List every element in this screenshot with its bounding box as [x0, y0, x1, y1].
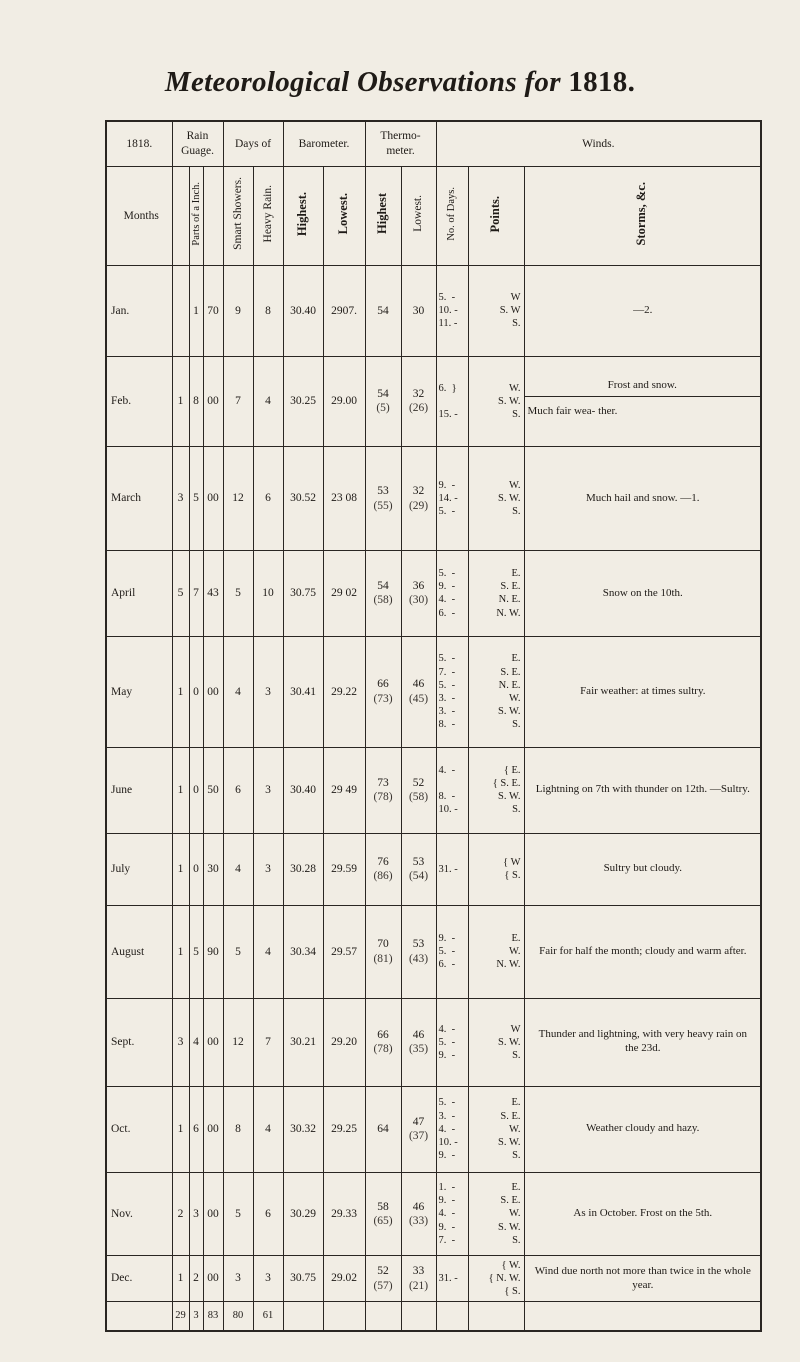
wind-points-cell: { W. { N. W. { S. — [468, 1256, 524, 1302]
rain-whole-cell: 3 — [172, 447, 189, 551]
month-cell: Sept. — [106, 998, 172, 1086]
header-days-of: Days of — [223, 121, 283, 166]
storms-note: As in October. Frost on the 5th. — [573, 1207, 713, 1220]
rain-tenths-cell: 4 — [189, 998, 203, 1086]
thermo-highest-cell — [365, 266, 401, 356]
table-row — [106, 1256, 761, 1302]
total-smart-showers: 80 — [223, 1302, 253, 1332]
thermo-lowest-value: 33 — [412, 1265, 425, 1278]
baro-highest-cell: 30.75 — [283, 1256, 323, 1302]
rain-tenths-cell: 3 — [189, 1172, 203, 1256]
baro-highest-cell: 30.28 — [283, 833, 323, 905]
thermo-lowest-sub: (37) — [408, 1130, 429, 1143]
heavy-rain-cell: 4 — [253, 1086, 283, 1172]
rain-tenths-cell: 2 — [189, 1256, 203, 1302]
header-thermometer: Thermo- meter. — [365, 121, 436, 166]
baro-highest-cell: 30.75 — [283, 551, 323, 637]
thermo-highest-sub: (58) — [373, 594, 393, 607]
thermo-lowest-value: 52 — [412, 776, 425, 789]
header-wind-days-label: No. of Days. — [446, 186, 458, 241]
storms-cell — [524, 266, 761, 356]
rain-whole-cell: 1 — [172, 833, 189, 905]
rain-parts-cell: 50 — [203, 747, 223, 833]
thermo-lowest-sub: (21) — [408, 1279, 429, 1292]
header-rain-col1 — [172, 166, 189, 265]
baro-highest-cell: 30.25 — [283, 356, 323, 446]
table-row — [106, 551, 761, 637]
totals-empty-cell — [524, 1302, 761, 1332]
rain-parts-cell: 00 — [203, 998, 223, 1086]
header-smart-showers-label: Smart Showers. — [231, 177, 244, 251]
thermo-highest-sub: (55) — [373, 499, 393, 512]
wind-points-cell: E. S. E. W. S. W. S. — [468, 1172, 524, 1256]
smart-showers-cell: 12 — [223, 447, 253, 551]
wind-days-cell: 9. - 5. - 6. - — [436, 905, 468, 998]
wind-days-cell: 5. - 7. - 5. - 3. - 3. - 8. - — [436, 636, 468, 747]
month-cell: Feb. — [106, 356, 172, 446]
thermo-highest-cell — [365, 747, 401, 833]
rain-whole-cell: 1 — [172, 636, 189, 747]
totals-empty-cell — [365, 1302, 401, 1332]
header-row-columns — [106, 166, 761, 265]
rain-parts-cell: 00 — [203, 1256, 223, 1302]
month-cell: July — [106, 833, 172, 905]
page-title-year: 1818. — [568, 66, 636, 98]
baro-lowest-cell: 29.33 — [323, 1172, 365, 1256]
rain-parts-cell: 00 — [203, 1086, 223, 1172]
totals-empty-cell — [401, 1302, 436, 1332]
thermo-lowest-value: 30 — [412, 304, 425, 317]
thermo-highest-cell — [365, 1172, 401, 1256]
observations-table — [105, 120, 762, 1332]
thermo-lowest-cell — [401, 905, 436, 998]
table-row — [106, 1086, 761, 1172]
wind-days-cell: 6. } 15. - — [436, 356, 468, 446]
baro-highest-cell: 30.32 — [283, 1086, 323, 1172]
table-row — [106, 833, 761, 905]
thermo-lowest-cell — [401, 1256, 436, 1302]
thermo-lowest-value: 32 — [412, 485, 425, 498]
thermo-lowest-value: 32 — [412, 387, 425, 400]
total-rain-whole: 29 — [172, 1302, 189, 1332]
baro-lowest-cell: 29.57 — [323, 905, 365, 998]
header-wind-points-label: Points. — [488, 195, 503, 232]
thermo-lowest-value: 53 — [412, 855, 425, 868]
baro-highest-cell: 30.40 — [283, 747, 323, 833]
thermo-lowest-value: 46 — [412, 1200, 425, 1213]
thermo-lowest-value: 47 — [412, 1115, 425, 1128]
rain-parts-cell: 90 — [203, 905, 223, 998]
header-months-label: Months — [123, 209, 159, 222]
heavy-rain-cell: 3 — [253, 636, 283, 747]
rain-parts-cell: 00 — [203, 1172, 223, 1256]
header-baro-highest-label: Highest. — [295, 191, 310, 236]
wind-points-cell: E. S. E. N. E. N. W. — [468, 551, 524, 637]
thermo-lowest-sub: (54) — [408, 870, 429, 883]
baro-lowest-cell: 29.00 — [323, 356, 365, 446]
wind-days-cell: 9. - 14. - 5. - — [436, 447, 468, 551]
table-row — [106, 1172, 761, 1256]
baro-lowest-cell: 29.20 — [323, 998, 365, 1086]
wind-points-cell: { W { S. — [468, 833, 524, 905]
total-rain-tenths: 3 — [189, 1302, 203, 1332]
header-rain-gauge: Rain Guage. — [172, 121, 223, 166]
baro-lowest-cell: 2907. — [323, 266, 365, 356]
month-cell: May — [106, 636, 172, 747]
thermo-lowest-sub: (33) — [408, 1215, 429, 1228]
thermo-highest-cell — [365, 636, 401, 747]
wind-points-cell: W S. W S. — [468, 266, 524, 356]
storms-cell — [524, 356, 761, 446]
heavy-rain-cell: 3 — [253, 1256, 283, 1302]
month-cell: Jan. — [106, 266, 172, 356]
thermo-highest-sub: (73) — [373, 692, 393, 705]
month-cell: April — [106, 551, 172, 637]
header-baro-highest — [283, 166, 323, 265]
rain-tenths-cell: 0 — [189, 747, 203, 833]
thermo-lowest-sub: (30) — [408, 594, 429, 607]
smart-showers-cell: 8 — [223, 1086, 253, 1172]
header-wind-days — [436, 166, 468, 265]
baro-lowest-cell: 29.59 — [323, 833, 365, 905]
header-heavy-rain — [253, 166, 283, 265]
wind-days-cell: 31. - — [436, 1256, 468, 1302]
header-wind-points — [468, 166, 524, 265]
thermo-highest-value: 58 — [377, 1200, 389, 1213]
thermo-lowest-value: 46 — [412, 1028, 425, 1041]
totals-empty-cell — [436, 1302, 468, 1332]
table-row — [106, 905, 761, 998]
smart-showers-cell: 5 — [223, 1172, 253, 1256]
heavy-rain-cell: 7 — [253, 998, 283, 1086]
smart-showers-cell: 9 — [223, 266, 253, 356]
month-cell: March — [106, 447, 172, 551]
rain-parts-cell: 70 — [203, 266, 223, 356]
page-title-text: Meteorological Observations for — [164, 66, 561, 98]
thermo-highest-value: 66 — [377, 1028, 389, 1041]
header-thermo-lowest-label: Lowest. — [412, 195, 425, 233]
rain-tenths-cell: 7 — [189, 551, 203, 637]
rain-whole-cell — [172, 266, 189, 356]
thermo-lowest-sub: (58) — [408, 791, 429, 804]
thermo-lowest-cell — [401, 747, 436, 833]
rain-whole-cell: 1 — [172, 1256, 189, 1302]
heavy-rain-cell: 6 — [253, 1172, 283, 1256]
thermo-highest-sub: (57) — [373, 1279, 393, 1292]
smart-showers-cell: 5 — [223, 905, 253, 998]
wind-days-cell: 5. - 10. - 11. - — [436, 266, 468, 356]
storms-note-bottom: Much fair wea- ther. — [527, 405, 618, 418]
totals-empty-cell — [283, 1302, 323, 1332]
baro-highest-cell: 30.52 — [283, 447, 323, 551]
thermo-highest-cell — [365, 905, 401, 998]
rain-tenths-cell: 0 — [189, 833, 203, 905]
thermo-highest-value: 52 — [377, 1265, 389, 1278]
totals-empty-cell — [468, 1302, 524, 1332]
rain-parts-cell: 00 — [203, 356, 223, 446]
rain-parts-cell: 43 — [203, 551, 223, 637]
baro-lowest-cell: 29 02 — [323, 551, 365, 637]
wind-points-cell: E. S. E. W. S. W. S. — [468, 1086, 524, 1172]
smart-showers-cell: 4 — [223, 636, 253, 747]
page-title — [0, 66, 800, 99]
thermo-lowest-value: 46 — [412, 678, 425, 691]
storms-cell — [524, 447, 761, 551]
table-row — [106, 356, 761, 446]
table-row — [106, 266, 761, 356]
thermo-lowest-cell — [401, 447, 436, 551]
rain-whole-cell: 1 — [172, 747, 189, 833]
header-storms — [524, 166, 761, 265]
header-barometer: Barometer. — [283, 121, 365, 166]
thermo-highest-sub: (5) — [376, 402, 390, 415]
thermo-lowest-sub: (45) — [408, 692, 429, 705]
storms-cell — [524, 905, 761, 998]
rain-whole-cell: 1 — [172, 356, 189, 446]
thermo-highest-value: 73 — [377, 776, 389, 789]
rain-whole-cell: 1 — [172, 905, 189, 998]
wind-points-cell: W S. W. S. — [468, 998, 524, 1086]
header-baro-lowest-label: Lowest. — [336, 193, 351, 235]
wind-points-cell: E. S. E. N. E. W. S. W. S. — [468, 636, 524, 747]
header-storms-label: Storms, &c. — [634, 181, 649, 246]
storms-cell — [524, 1172, 761, 1256]
baro-highest-cell: 30.34 — [283, 905, 323, 998]
storms-note: Sultry but cloudy. — [603, 862, 682, 875]
thermo-lowest-cell — [401, 833, 436, 905]
header-year: 1818. — [106, 121, 172, 166]
table-row — [106, 636, 761, 747]
thermo-highest-value: 54 — [377, 580, 389, 593]
wind-days-cell: 1. - 9. - 4. - 9. - 7. - — [436, 1172, 468, 1256]
rain-parts-cell: 30 — [203, 833, 223, 905]
rain-whole-cell: 3 — [172, 998, 189, 1086]
rain-tenths-cell: 8 — [189, 356, 203, 446]
heavy-rain-cell: 10 — [253, 551, 283, 637]
thermo-lowest-cell — [401, 636, 436, 747]
baro-highest-cell: 30.41 — [283, 636, 323, 747]
heavy-rain-cell: 3 — [253, 747, 283, 833]
month-cell: June — [106, 747, 172, 833]
rain-tenths-cell: 0 — [189, 636, 203, 747]
heavy-rain-cell: 6 — [253, 447, 283, 551]
thermo-highest-cell — [365, 1256, 401, 1302]
wind-days-cell: 5. - 9. - 4. - 6. - — [436, 551, 468, 637]
heavy-rain-cell: 4 — [253, 905, 283, 998]
storms-note: Weather cloudy and hazy. — [586, 1122, 700, 1135]
storms-note-top: Frost and snow. — [525, 376, 761, 398]
baro-lowest-cell: 29.25 — [323, 1086, 365, 1172]
rain-tenths-cell: 6 — [189, 1086, 203, 1172]
thermo-lowest-value: 36 — [412, 580, 425, 593]
thermo-lowest-cell — [401, 1086, 436, 1172]
baro-lowest-cell: 29 49 — [323, 747, 365, 833]
header-smart-showers — [223, 166, 253, 265]
thermo-lowest-cell — [401, 356, 436, 446]
storms-cell — [524, 833, 761, 905]
header-thermo-lowest — [401, 166, 436, 265]
header-rain-col2-label: Parts of a Inch. — [190, 181, 202, 246]
table-row — [106, 747, 761, 833]
month-cell: Oct. — [106, 1086, 172, 1172]
wind-points-cell: { E. { S. E. S. W. S. — [468, 747, 524, 833]
thermo-lowest-value: 53 — [412, 938, 425, 951]
storms-note: Snow on the 10th. — [602, 586, 683, 599]
heavy-rain-cell: 3 — [253, 833, 283, 905]
wind-points-cell: E. W. N. W. — [468, 905, 524, 998]
month-cell: Dec. — [106, 1256, 172, 1302]
table-row — [106, 998, 761, 1086]
rain-parts-cell: 00 — [203, 636, 223, 747]
thermo-lowest-cell — [401, 1172, 436, 1256]
header-baro-lowest — [323, 166, 365, 265]
storms-note: Much hail and snow. —1. — [586, 491, 700, 504]
header-rain-col3 — [203, 166, 223, 265]
header-months — [106, 166, 172, 265]
total-heavy-rain: 61 — [253, 1302, 283, 1332]
total-rain-parts: 83 — [203, 1302, 223, 1332]
thermo-highest-cell — [365, 356, 401, 446]
thermo-lowest-cell — [401, 266, 436, 356]
rain-tenths-cell: 1 — [189, 266, 203, 356]
storms-note: Fair for half the month; cloudy and warm after. — [539, 944, 747, 957]
thermo-lowest-sub: (35) — [408, 1043, 429, 1056]
thermo-highest-value: 64 — [377, 1123, 389, 1136]
header-heavy-rain-label: Heavy Rain. — [261, 185, 274, 243]
totals-label-cell — [106, 1302, 172, 1332]
baro-highest-cell: 30.40 — [283, 266, 323, 356]
thermo-highest-cell — [365, 833, 401, 905]
storms-note: Wind due north not more than twice in the whole year. — [534, 1264, 751, 1291]
thermo-lowest-sub: (29) — [408, 499, 429, 512]
baro-lowest-cell: 29.22 — [323, 636, 365, 747]
header-thermo-highest — [365, 166, 401, 265]
baro-highest-cell: 30.29 — [283, 1172, 323, 1256]
storms-cell — [524, 551, 761, 637]
rain-tenths-cell: 5 — [189, 905, 203, 998]
thermo-highest-sub: (81) — [373, 952, 393, 965]
thermo-highest-cell — [365, 447, 401, 551]
totals-empty-cell — [323, 1302, 365, 1332]
header-thermo-highest-label: Highest — [375, 193, 390, 235]
rain-whole-cell: 1 — [172, 1086, 189, 1172]
storms-cell — [524, 998, 761, 1086]
wind-points-cell: W. S. W. S. — [468, 356, 524, 446]
thermo-lowest-cell — [401, 551, 436, 637]
thermo-highest-value: 70 — [377, 938, 389, 951]
totals-row — [106, 1302, 761, 1332]
smart-showers-cell: 4 — [223, 833, 253, 905]
thermo-highest-sub: (78) — [373, 791, 393, 804]
thermo-highest-value: 53 — [377, 485, 389, 498]
rain-whole-cell: 2 — [172, 1172, 189, 1256]
thermo-highest-cell — [365, 1086, 401, 1172]
thermo-highest-cell — [365, 998, 401, 1086]
thermo-highest-sub: (78) — [373, 1043, 393, 1056]
storms-note: Thunder and lightning, with very heavy rain on the 23d. — [538, 1028, 747, 1055]
storms-cell — [524, 1256, 761, 1302]
header-row-groups — [106, 121, 761, 166]
wind-days-cell: 31. - — [436, 833, 468, 905]
storms-cell — [524, 636, 761, 747]
smart-showers-cell: 12 — [223, 998, 253, 1086]
rain-tenths-cell: 5 — [189, 447, 203, 551]
thermo-highest-sub: (86) — [373, 870, 393, 883]
baro-lowest-cell: 23 08 — [323, 447, 365, 551]
baro-lowest-cell: 29.02 — [323, 1256, 365, 1302]
smart-showers-cell: 3 — [223, 1256, 253, 1302]
header-rain-col2 — [189, 166, 203, 265]
heavy-rain-cell: 4 — [253, 356, 283, 446]
wind-days-cell: 4. - 8. - 10. - — [436, 747, 468, 833]
smart-showers-cell: 7 — [223, 356, 253, 446]
baro-highest-cell: 30.21 — [283, 998, 323, 1086]
heavy-rain-cell: 8 — [253, 266, 283, 356]
smart-showers-cell: 5 — [223, 551, 253, 637]
thermo-lowest-cell — [401, 998, 436, 1086]
smart-showers-cell: 6 — [223, 747, 253, 833]
thermo-highest-sub: (65) — [373, 1215, 393, 1228]
storms-note: Lightning on 7th with thunder on 12th. —Sultry. — [535, 783, 750, 796]
observations-table-wrapper — [105, 120, 760, 1332]
thermo-highest-value: 54 — [377, 387, 389, 400]
wind-days-cell: 5. - 3. - 4. - 10. - 9. - — [436, 1086, 468, 1172]
wind-days-cell: 4. - 5. - 9. - — [436, 998, 468, 1086]
storms-cell — [524, 1086, 761, 1172]
month-cell: August — [106, 905, 172, 998]
storms-cell — [524, 747, 761, 833]
wind-points-cell: W. S. W. S. — [468, 447, 524, 551]
storms-note: Fair weather: at times sultry. — [580, 684, 706, 697]
header-winds: Winds. — [436, 121, 761, 166]
month-cell: Nov. — [106, 1172, 172, 1256]
thermo-lowest-sub: (26) — [408, 402, 429, 415]
thermo-lowest-sub: (43) — [408, 952, 429, 965]
thermo-highest-value: 54 — [377, 304, 389, 317]
storms-note: —2. — [633, 304, 653, 316]
rain-whole-cell: 5 — [172, 551, 189, 637]
thermo-highest-cell — [365, 551, 401, 637]
thermo-highest-value: 76 — [377, 855, 389, 868]
thermo-highest-value: 66 — [377, 678, 389, 691]
table-row — [106, 447, 761, 551]
rain-parts-cell: 00 — [203, 447, 223, 551]
